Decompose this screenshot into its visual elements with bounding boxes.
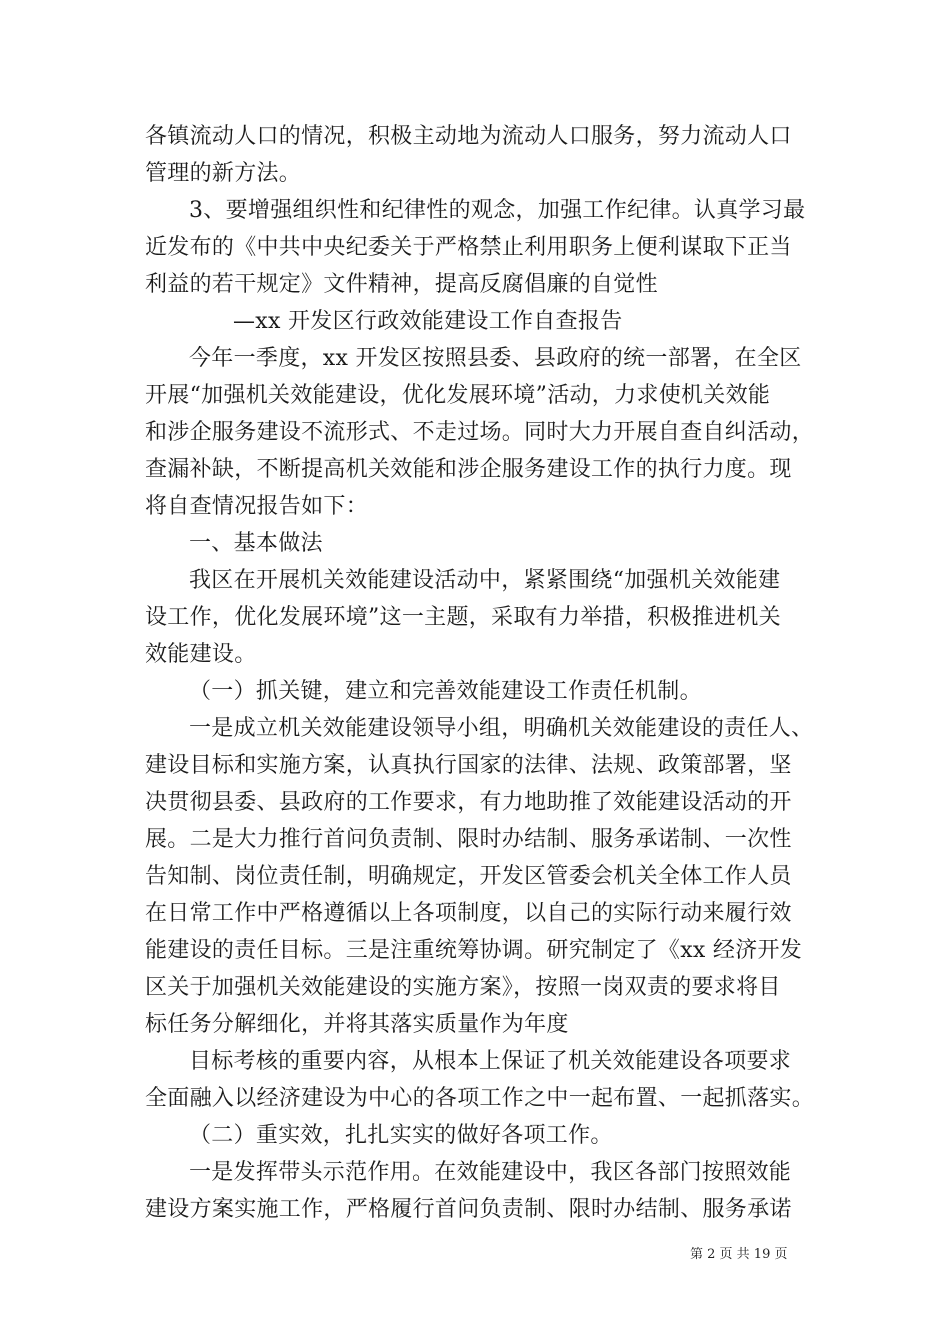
text-line: 将自查情况报告如下： xyxy=(145,494,369,519)
text-line: 效能建设。 xyxy=(145,642,257,667)
text-line: 一是成立机关效能建设领导小组，明确机关效能建设的责任人、 xyxy=(189,716,814,741)
text-line: 近发布的《中共中央纪委关于严格禁止利用职务上便利谋取下正当 xyxy=(145,235,792,260)
text-line: 能建设的责任目标。三是注重统筹协调。研究制定了《xx 经济开发 xyxy=(145,938,803,963)
text-line: 决贯彻县委、县政府的工作要求，有力地助推了效能建设活动的开 xyxy=(145,790,792,815)
text-line: 和涉企服务建设不流形式、不走过场。同时大力开展自查自纠活动， xyxy=(145,420,815,445)
text-line: 一、基本做法 xyxy=(189,531,323,556)
text-line: 今年一季度，xx 开发区按照县委、县政府的统一部署，在全区 xyxy=(189,346,802,371)
text-line: 告知制、岗位责任制，明确规定，开发区管委会机关全体工作人员 xyxy=(145,864,792,889)
text-line: 管理的新方法。 xyxy=(145,161,302,186)
text-line: 建设目标和实施方案，认真执行国家的法律、法规、政策部署，坚 xyxy=(145,753,792,778)
text-line: 建设方案实施工作，严格履行首问负责制、限时办结制、服务承诺 xyxy=(145,1197,792,1222)
text-line: （一）抓关键，建立和完善效能建设工作责任机制。 xyxy=(189,679,702,704)
text-line: 一是发挥带头示范作用。在效能建设中，我区各部门按照效能 xyxy=(189,1160,792,1185)
text-line: 标任务分解细化，并将其落实质量作为年度 xyxy=(145,1012,569,1037)
text-line: （二）重实效，扎扎实实的做好各项工作。 xyxy=(189,1123,613,1148)
text-line: 开展“加强机关效能建设，优化发展环境”活动，力求使机关效能 xyxy=(145,383,771,408)
text-line: 在日常工作中严格遵循以上各项制度，以自己的实际行动来履行效 xyxy=(145,901,792,926)
text-line: 各镇流动人口的情况，积极主动地为流动人口服务，努力流动人口 xyxy=(145,124,792,149)
document-body xyxy=(145,118,815,1228)
text-line: 利益的若干规定》文件精神，提高反腐倡廉的自觉性 xyxy=(145,272,658,297)
text-line: 查漏补缺，不断提高机关效能和涉企服务建设工作的执行力度。现 xyxy=(145,457,792,482)
text-line: 目标考核的重要内容，从根本上保证了机关效能建设各项要求 xyxy=(189,1049,792,1074)
text-line: 全面融入以经济建设为中心的各项工作之中一起布置、一起抓落实。 xyxy=(145,1086,815,1111)
text-line: 我区在开展机关效能建设活动中，紧紧围绕“加强机关效能建 xyxy=(189,568,781,593)
text-line: 设工作，优化发展环境”这一主题，采取有力举措，积极推进机关 xyxy=(145,605,781,630)
text-line: 3、要增强组织性和纪律性的观念，加强工作纪律。认真学习最 xyxy=(189,198,806,223)
page-number: 第 2 页 共 19 页 xyxy=(690,1247,788,1262)
text-line: 区关于加强机关效能建设的实施方案》，按照一岗双责的要求将目 xyxy=(145,975,781,1000)
report-title-line: —xx 开发区行政效能建设工作自查报告 xyxy=(233,309,623,334)
text-line: 展。二是大力推行首问负责制、限时办结制、服务承诺制、一次性 xyxy=(145,827,792,852)
